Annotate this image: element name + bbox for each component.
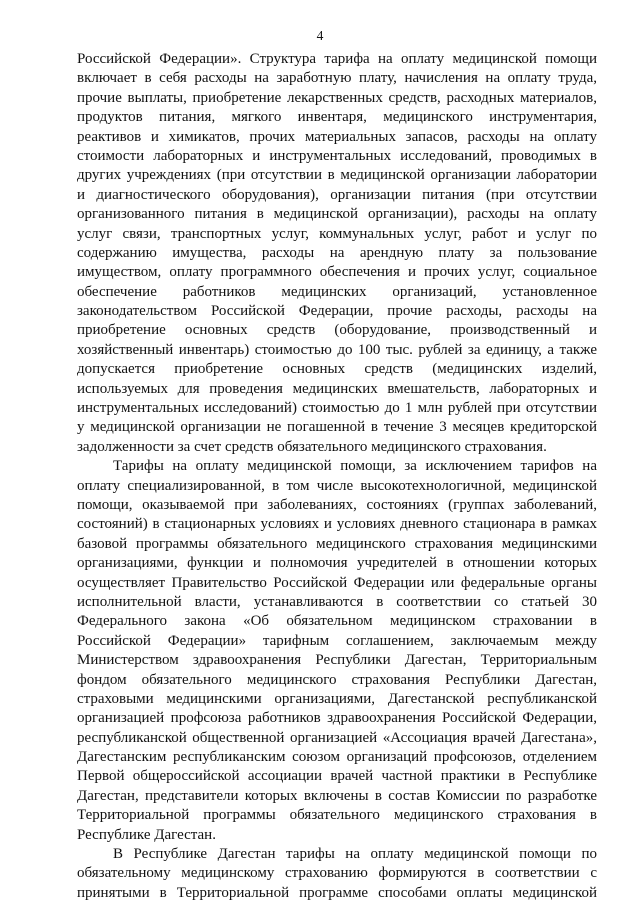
text-line: организацией профсоюза работников здравоохранения Российской Федерации, bbox=[77, 710, 597, 727]
text-line: допускается приобретение основных средств (медицинских изделий, bbox=[77, 361, 597, 378]
text-line: осуществляет Правительство Российской Федерации или федеральные органы bbox=[77, 574, 597, 591]
text-line: Республике Дагестан. bbox=[77, 826, 216, 843]
text-line: используемых для проведения медицинских вмешательств, лабораторных и bbox=[77, 380, 597, 397]
text-line: содержанию имущества, расходы на арендную плату за пользование bbox=[77, 244, 597, 261]
text-line: Федерального закона «Об обязательном медицинском страховании в bbox=[77, 613, 597, 630]
text-line: реактивов и химикатов, прочих материальных запасов, расходы на оплату bbox=[77, 128, 597, 145]
text-line: Министерством здравоохранения Республики Дагестан, Территориальным bbox=[77, 652, 597, 669]
text-line: инструментальных исследований) стоимостью до 1 млн рублей при отсутствии bbox=[77, 400, 597, 417]
text-line: включает в себя расходы на заработную плату, начисления на оплату труда, bbox=[77, 70, 597, 87]
text-line: прочие выплаты, приобретение лекарственных средств, расходных материалов, bbox=[77, 89, 597, 106]
text-line: организациями, функции и полномочия учредителей в отношении которых bbox=[77, 555, 597, 572]
text-line: услуг связи, транспортных услуг, коммунальных услуг, работ и услуг по bbox=[77, 225, 597, 242]
text-line: у медицинской организации не погашенной в течение 3 месяцев кредиторской bbox=[77, 419, 597, 436]
text-line: принятыми в Территориальной программе способами оплаты медицинской bbox=[77, 884, 597, 901]
text-line: Российской Федерации» тарифным соглашением, заключаемым между bbox=[77, 632, 597, 649]
text-line: исполнительной власти, устанавливаются в соответствии со статьей 30 bbox=[77, 593, 597, 610]
text-line: законодательством Российской Федерации, прочие расходы, расходы на bbox=[77, 303, 597, 320]
text-line: приобретение основных средств (оборудование, производственный и bbox=[77, 322, 597, 339]
text-line: Дагестан, представители которых включены в состав Комиссии по разработке bbox=[77, 787, 597, 804]
text-line: базовой программы обязательного медицинского страхования медицинскими bbox=[77, 535, 597, 552]
text-line: задолженности за счет средств обязательного медицинского страхования. bbox=[77, 438, 547, 455]
text-line: Территориальной программы обязательного медицинского страхования в bbox=[77, 807, 597, 824]
text-line: Российской Федерации». Структура тарифа на оплату медицинской помощи bbox=[77, 51, 597, 67]
text-line: Тарифы на оплату медицинской помощи, за исключением тарифов на bbox=[113, 458, 597, 475]
text-line: состояний) в стационарных условиях и условиях дневного стационара в рамках bbox=[77, 516, 597, 533]
paragraph bbox=[77, 50, 597, 457]
text-line: продуктов питания, мягкого инвентаря, медицинского инструментария, bbox=[77, 109, 597, 126]
text-line: страховыми медицинскими организациями, Дагестанской республиканской bbox=[77, 690, 597, 707]
text-line: помощи, оказываемой при заболеваниях, состояниях (группах заболеваний, bbox=[77, 496, 597, 513]
text-line: обязательному медицинскому страхованию формируются в соответствии с bbox=[77, 865, 597, 882]
text-line: Дагестанским республиканским союзом организаций профсоюзов, отделением bbox=[77, 749, 597, 766]
text-line: хозяйственный инвентарь) стоимостью до 100 тыс. рублей за единицу, а также bbox=[77, 341, 597, 358]
paragraph bbox=[77, 845, 597, 903]
text-line: стоимости лабораторных и инструментальных исследований, проводимых в bbox=[77, 147, 597, 164]
text-line: других учреждениях (при отсутствии в медицинской организации лаборатории bbox=[77, 167, 597, 184]
text-line: и диагностического оборудования), организации питания (при отсутствии bbox=[77, 186, 597, 203]
text-line: организованного питания в медицинской организации), расходы на оплату bbox=[77, 206, 597, 223]
text-line: оплату специализированной, в том числе высокотехнологичной, медицинской bbox=[77, 477, 597, 494]
text-line: фондом обязательного медицинского страхования Республики Дагестан, bbox=[77, 671, 597, 688]
text-line: республиканской общественной организацией «Ассоциация врачей Дагестана», bbox=[77, 729, 597, 746]
text-line: обеспечение работников медицинских организаций, установленное bbox=[77, 283, 597, 300]
text-line: имуществом, оплату программного обеспечения и прочих услуг, социальное bbox=[77, 264, 597, 281]
paragraph bbox=[77, 457, 597, 845]
document-body bbox=[77, 50, 597, 903]
text-line: В Республике Дагестан тарифы на оплату медицинской помощи по bbox=[113, 846, 597, 863]
text-line: Первой общероссийской ассоциации врачей частной практики в Республике bbox=[77, 768, 597, 785]
page-number: 4 bbox=[316, 28, 324, 43]
